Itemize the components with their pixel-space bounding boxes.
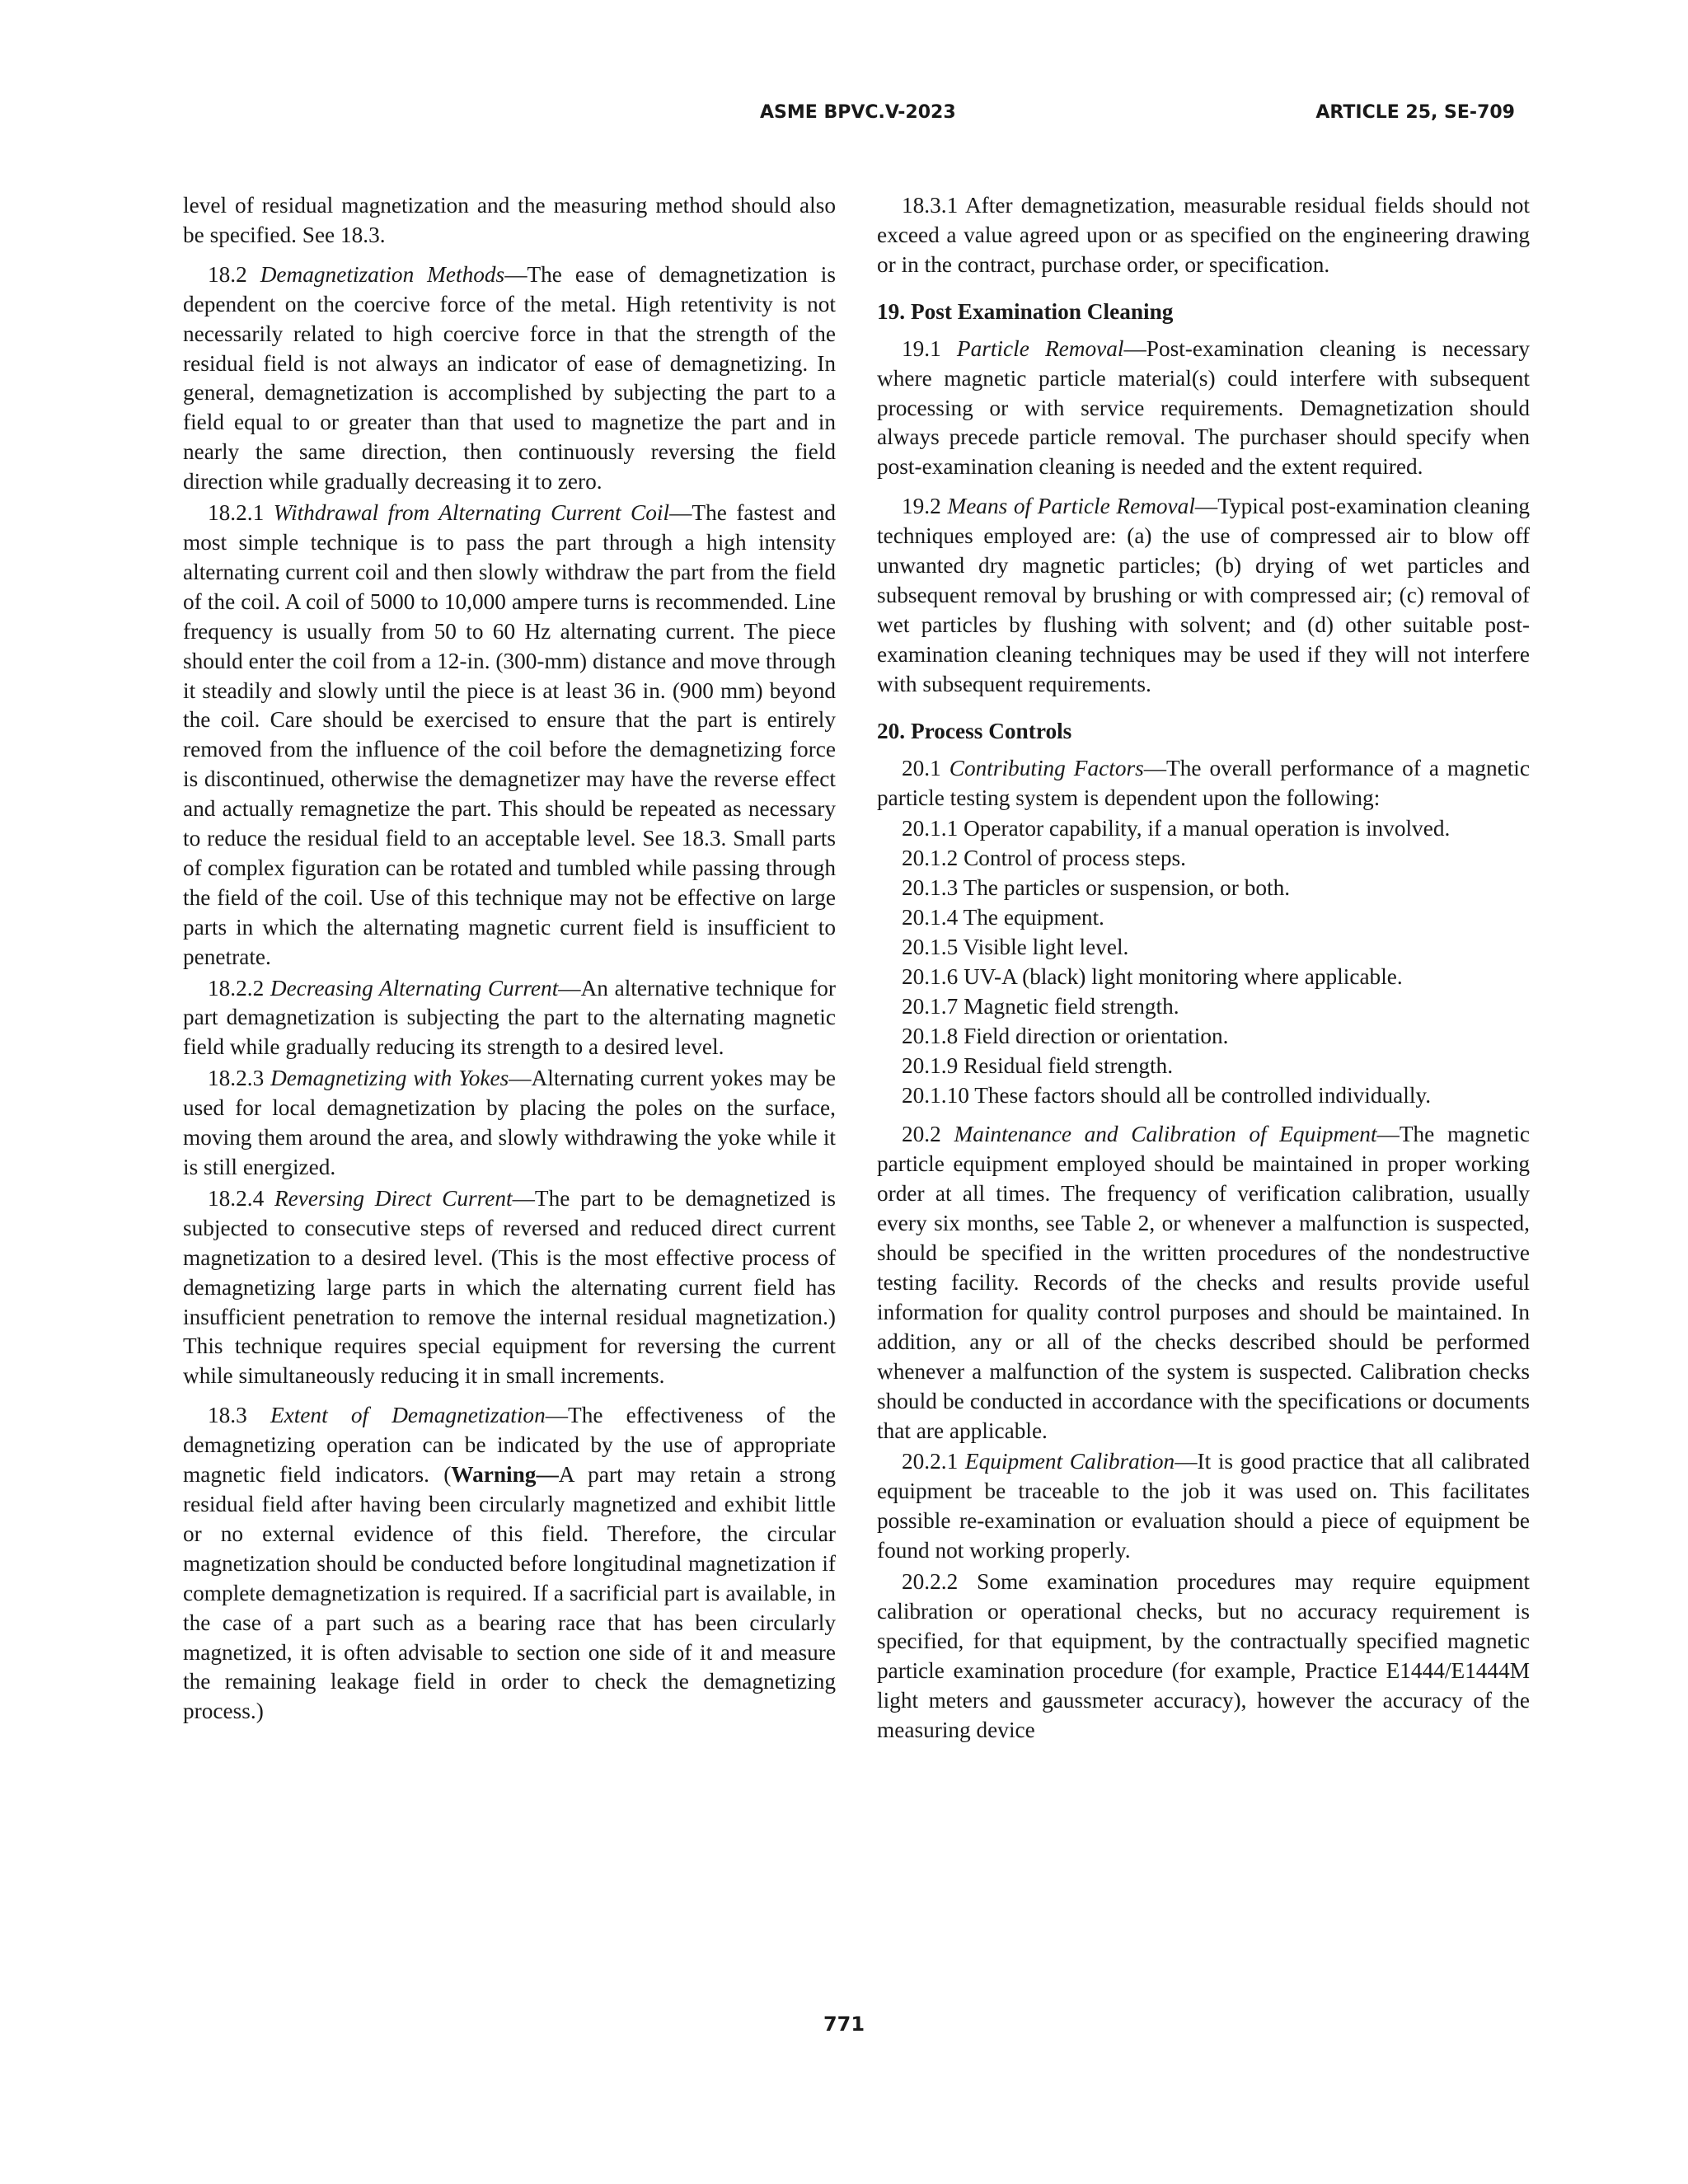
paragraph-text: light meters and gaussmeter accuracy), however the accuracy of the measuring device	[877, 1687, 1530, 1742]
paragraph-text: —Post-examination cleaning is necessary where magnetic particle material(s) could interfere with subsequent processing or with service requirements. Demagnetization should always precede particle removal. The purchaser should specify when post-examination cleaning is needed and the extent required.	[877, 335, 1530, 480]
paragraph-text: —Typical post-examination cleaning techniques employed are: (a) the use of compressed air to blow off unwanted dry magnetic particles; (b) drying of wet particles and subsequent removal by brushing or with compressed air; (c) removal of wet particles by flushing with solvent; and (d) other suitable post-examination cleaning techniques may be used if they will not interfere with subsequent requirements.	[877, 494, 1531, 696]
paragraph-text: —An alternative technique for part demagnetization is subjecting the part to the alternating magnetic field while gradually reducing its strength to a desired level.	[183, 975, 836, 1060]
section-number: 19.2	[902, 494, 948, 519]
contributing-factors-list	[877, 814, 1530, 1110]
section-number: 18.2.1	[208, 500, 274, 526]
section-title: Particle Removal	[956, 335, 1124, 361]
paragraph-text: —Alternating current yokes may be used for local demagnetization by placing the poles on the surface, moving them around the area, and slowly withdrawing the yoke while it is still energized.	[183, 1066, 836, 1179]
list-item: 20.1.3 The particles or suspension, or both.	[902, 875, 1291, 901]
warning-label: Warning—	[451, 1462, 559, 1488]
list-item: 20.1.6 UV-A (black) light monitoring where applicable.	[902, 963, 1403, 989]
section-number: 18.3	[208, 1403, 270, 1428]
section-heading-19: 19. Post Examination Cleaning	[877, 298, 1174, 324]
running-header	[0, 102, 1688, 135]
list-item: 20.1.4 The equipment.	[902, 905, 1104, 930]
paragraph-20-2	[877, 1120, 1530, 1446]
list-item: 20.1.2 Control of process steps.	[902, 846, 1186, 871]
link-e1444[interactable]: E1444/E1444M	[1386, 1657, 1530, 1683]
section-title: Means of Particle Removal	[947, 494, 1195, 519]
document-id: ASME BPVC.V-2023	[760, 102, 956, 123]
paragraph-18-2-3	[183, 1064, 836, 1183]
paragraph-18-2-4	[183, 1184, 836, 1391]
paragraph-text: —The magnetic particle equipment employed should be maintained in proper working order at all times. The frequency of verification calibration, usually every six months, see	[877, 1122, 1530, 1236]
paragraph-text: —The overall performance of a magnetic particle testing system is dependent upon the following:	[877, 755, 1531, 810]
list-item: 20.1.8 Field direction or orientation.	[902, 1023, 1229, 1048]
paragraph-19-2	[877, 492, 1530, 699]
article-id: ARTICLE 25, SE-709	[1315, 102, 1515, 123]
list-item: 20.1.10 These factors should all be controlled individually.	[902, 1082, 1432, 1108]
paragraph-text: —The fastest and most simple technique is to pass the part through a high intensity alternating current coil and then slowly withdraw the part from the field of the coil. A coil of 5000 to 10,000 ampere turns is recommended. Line frequency is usually from 50 to 60 Hz alternating current. The piece should enter the coil from a 12-in. (300-mm) distance and move through it steadily and slowly until the piece is at least 36 in. (900 mm) beyond the coil. Care should be exercised to ensure that the part is entirely removed from the influence of the coil before the demagnetizing force is discontinued, otherwise the demagnetizer may have the reverse effect and actually remagnetize the part. This should be repeated as necessary to reduce the residual field to an acceptable level. See	[183, 500, 836, 851]
section-number: 19.1	[902, 335, 957, 361]
paragraph-19-1	[877, 335, 1530, 483]
left-column	[183, 191, 836, 1728]
section-heading-20: 20. Process Controls	[877, 718, 1072, 743]
section-number: 18.2.3	[208, 1066, 271, 1091]
list-item: 20.1.1 Operator capability, if a manual operation is involved.	[902, 816, 1451, 841]
link-table-2[interactable]: Table 2	[1081, 1211, 1150, 1236]
paragraph-18-2-1	[183, 499, 836, 972]
section-title: Decreasing Alternating Current	[270, 975, 559, 1001]
section-number: 18.2.2	[208, 975, 270, 1001]
section-title: Extent of Demagnetization	[270, 1403, 546, 1428]
paragraph-18-3-1: 18.3.1 After demagnetization, measurable residual fields should not exceed a value agreed upon or as specified on the engineering drawing or in the contract, purchase order, or specification.	[877, 193, 1530, 277]
page-number: 771	[823, 2013, 865, 2036]
paragraph-text: —The ease of demagnetization is dependent on the coercive force of the metal. High retentivity is not necessarily related to high coercive force in that the strength of the residual field is not always an indicator of ease of demagnetizing. In general, demagnetization is accomplished by subjecting the part to a field equal to or greater than that used to magnetize the part and in nearly the same direction, then continuously reversing the field direction while gradually decreasing it to zero.	[183, 261, 837, 494]
link-18-3[interactable]: 18.3	[340, 222, 380, 247]
text: .	[379, 222, 386, 247]
right-column	[877, 191, 1530, 1747]
paragraph-text: —It is good practice that all calibrated equipment be traceable to the job it was used on. This facilitates possible re-examination or evaluation should a piece of equipment be found not working properly.	[877, 1449, 1530, 1563]
paragraph-text: , or whenever a malfunction is suspected, should be specified in the written procedures of the nondestructive testing facility. Records of the checks and results provide useful information for quality control purposes and should be maintained. In addition, any or all of the checks described should be performed whenever a malfunction of the system is suspected. Calibration checks should be conducted in accordance with the specifications or documents that are applicable.	[877, 1211, 1530, 1443]
paragraph-continued	[183, 191, 836, 251]
section-title: Reversing Direct Current	[274, 1185, 513, 1211]
paragraph-20-2-1	[877, 1447, 1530, 1566]
text: level of residual magnetization and the measuring method should also be specified. See	[183, 193, 836, 247]
section-title: Maintenance and Calibration of Equipment	[954, 1122, 1377, 1147]
paragraph-18-2	[183, 260, 836, 497]
link-18-3[interactable]: 18.3	[681, 826, 721, 851]
list-item: 20.1.5 Visible light level.	[902, 935, 1129, 960]
list-item: 20.1.9 Residual field strength.	[902, 1052, 1174, 1078]
section-number: 20.2.1	[902, 1449, 965, 1474]
section-title: Withdrawal from Alternating Current Coil	[273, 500, 670, 526]
list-item: 20.1.7 Magnetic field strength.	[902, 993, 1179, 1019]
section-number: 18.2.4	[208, 1185, 274, 1211]
paragraph-20-2-2	[877, 1568, 1530, 1745]
paragraph-text: —The part to be demagnetized is subjected to consecutive steps of reversed and reduced direct current magnetization to a desired level. (This is the most effective process of demagnetizing large parts in which the alternating current field has insufficient penetration to remove the internal residual magnetization.) This technique requires special equipment for reversing the current while simultaneously reducing it in small increments.	[183, 1185, 836, 1389]
section-title: Contributing Factors	[949, 755, 1144, 780]
section-number: 18.2	[208, 261, 260, 287]
section-number: 20.1	[902, 755, 950, 780]
paragraph-18-3	[183, 1401, 836, 1727]
section-title: Equipment Calibration	[964, 1449, 1175, 1474]
section-number: 20.2	[902, 1122, 954, 1147]
paragraph-text: . Small parts of complex figuration can be rotated and tumbled while passing through the field of the coil. Use of this technique may not be effective on large parts in which the alternating magnetic current field is insufficient to penetrate.	[183, 826, 836, 969]
paragraph-20-1	[877, 754, 1530, 813]
paragraph-text: —The effectiveness of the demagnetizing operation can be indicated by the use of appropriate magnetic field indicators. (	[183, 1403, 836, 1488]
section-title: Demagnetization Methods	[260, 261, 505, 287]
section-title: Demagnetizing with Yokes	[270, 1066, 509, 1091]
paragraph-text: A part may retain a strong residual field after having been circularly magnetized and exhibit little or no external evidence of this field. Therefore, the circular magnetization should be conducted before longitudinal magnetization if complete demagnetization is required. If a sacrificial part is available, in the case of a part such as a bearing race that has been circularly magnetized, it is often advisable to section one side of it and measure the remaining leakage field in order to check the demagnetizing process.)	[183, 1462, 836, 1724]
paragraph-text: 20.2.2 Some examination procedures may require equipment calibration or operational checks, but no accuracy requirement is specified, for that equipment, by the contractually specified magnetic particle examination procedure (for example, Practice	[877, 1569, 1530, 1683]
paragraph-18-2-2	[183, 974, 836, 1063]
